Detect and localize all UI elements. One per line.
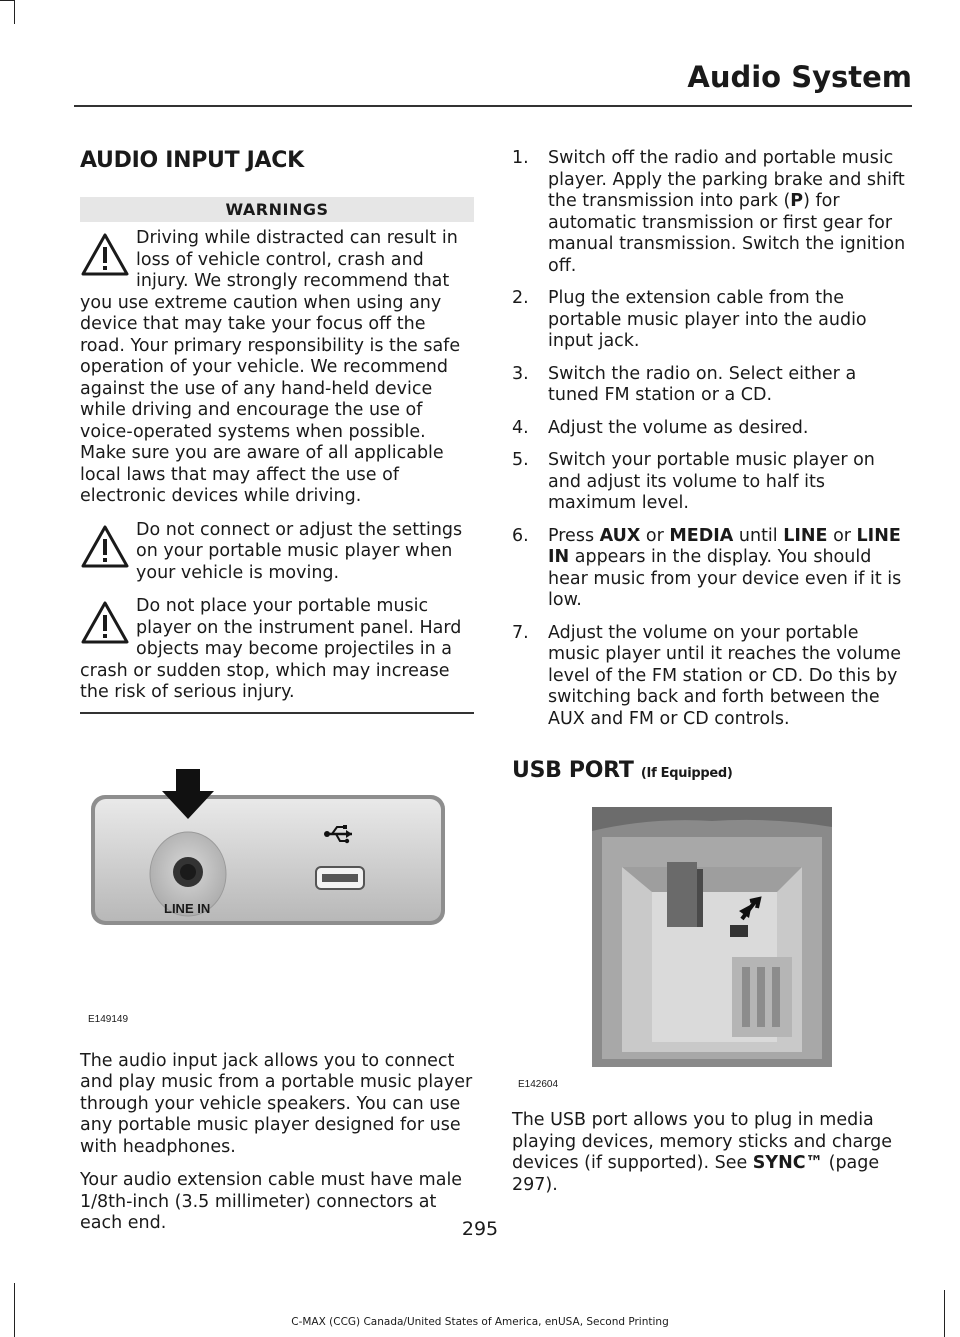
step-text: appears in the display. You should hear music from your device even if it is low. — [548, 547, 902, 610]
step-item — [512, 526, 908, 612]
section-heading-usb-port — [512, 758, 908, 783]
header-rule — [74, 105, 912, 107]
page-header-title: Audio System — [687, 60, 912, 94]
warning-text: Do not place your portable music player on the instrument panel. Hard objects may become projectiles in a crash or sudden stop, which may increase the risk of serious injury. — [80, 596, 462, 702]
step-item — [512, 623, 908, 731]
step-number: 7. — [512, 622, 529, 643]
step-text-bold: AUX — [599, 525, 641, 546]
warning-item — [80, 520, 474, 585]
warning-triangle-icon — [80, 232, 130, 278]
console-usb-illustration — [592, 807, 832, 1067]
warning-item — [80, 228, 474, 508]
warning-text: Do not connect or adjust the settings on your portable music player when your vehicle is moving. — [136, 519, 463, 583]
line-in-label: LINE IN — [164, 900, 211, 916]
paragraph: The audio input jack allows you to connect and play music from a portable music player through your vehicle speakers. You can use any portable music player designed for use with headphones. — [80, 1050, 473, 1157]
usb-paragraph — [512, 1110, 908, 1196]
line-in-figure — [80, 764, 474, 1054]
warning-text: Driving while distracted can result in loss of vehicle control, crash and injury. We strongly recommend that you use extreme caution when using any device that may take your focus off the road. Your primary responsibility is the safe operation of your vehicle. We recommend against the use of any hand-held device while driving and encourage the use of voice-operated systems when possible. Make sure you are aware of all applicable local laws that may affect the use of electronic devices while driving. — [80, 228, 461, 506]
step-text: Switch off the radio and portable music player. Apply the parking brake and shift the transmission into park ( — [548, 148, 905, 211]
crop-mark — [944, 1290, 945, 1337]
step-item — [512, 364, 908, 407]
paragraph-text: The USB port allows you to plug in media playing devices, memory sticks and charge devices (if supported). See — [512, 1110, 893, 1173]
left-column — [80, 140, 474, 1247]
step-text: Adjust the volume on your portable music player until it reaches the volume level of the FM station or CD. Do this by switching back and forth between the AUX and FM or CD controls. — [548, 622, 902, 729]
usb-symbol-icon — [324, 824, 356, 844]
figure-code: E149149 — [88, 1013, 129, 1025]
step-text: until — [733, 525, 784, 546]
step-text: Press — [548, 525, 600, 546]
usb-port-figure — [512, 783, 908, 1105]
right-column — [512, 148, 908, 1208]
crop-mark — [14, 1283, 15, 1337]
page-number: 295 — [461, 1218, 499, 1240]
line-in-usb-panel-illustration — [80, 794, 474, 994]
step-number: 1. — [512, 148, 529, 168]
crop-mark — [14, 0, 15, 24]
step-text-bold: LINE — [783, 525, 828, 546]
warnings-label: WARNINGS — [80, 197, 474, 222]
sync-link[interactable]: SYNC™ — [752, 1153, 824, 1173]
usb-heading-text: USB PORT — [512, 758, 634, 783]
step-text-bold: MEDIA — [669, 525, 734, 546]
step-number: 2. — [512, 288, 529, 308]
step-item — [512, 288, 908, 353]
step-text: Adjust the volume as desired. — [548, 417, 809, 438]
warnings-end-rule — [80, 712, 474, 714]
steps-list — [512, 148, 908, 730]
step-text: or — [827, 525, 857, 546]
paragraph-text: (page 297). — [512, 1153, 880, 1195]
step-text-bold: LINE IN — [548, 525, 901, 567]
warning-triangle-icon — [80, 600, 130, 646]
step-number: 3. — [512, 363, 529, 384]
figure-code: E142604 — [518, 1079, 559, 1090]
usb-heading-note: (If Equipped) — [640, 766, 733, 781]
step-text: ) for automatic transmission or first gear for manual transmission. Switch the ignition off. — [548, 191, 906, 276]
step-number: 6. — [512, 525, 529, 546]
down-arrow-icon — [160, 769, 216, 821]
step-text: Switch your portable music player on and adjust its volume to half its maximum level. — [548, 450, 875, 513]
step-text: Switch the radio on. Select either a tuned FM station or a CD. — [548, 363, 857, 405]
section-heading-audio-input-jack: AUDIO INPUT JACK — [80, 148, 304, 173]
step-number: 5. — [512, 450, 529, 470]
step-text: or — [640, 525, 670, 546]
step-item — [512, 418, 908, 440]
step-text: Plug the extension cable from the portable music player into the audio input jack. — [548, 288, 867, 351]
page-footer: C-MAX (CCG) Canada/United States of America, enUSA, Second Printing — [291, 1316, 669, 1328]
step-number: 4. — [512, 417, 529, 438]
warning-triangle-icon — [80, 524, 130, 570]
step-item — [512, 148, 908, 277]
step-text-bold: P — [790, 191, 804, 211]
crop-mark — [0, 0, 14, 1]
paragraph: Your audio extension cable must have male 1/8th-inch (3.5 millimeter) connectors at each end. — [80, 1170, 463, 1233]
warning-item — [80, 596, 474, 704]
step-item — [512, 450, 908, 515]
